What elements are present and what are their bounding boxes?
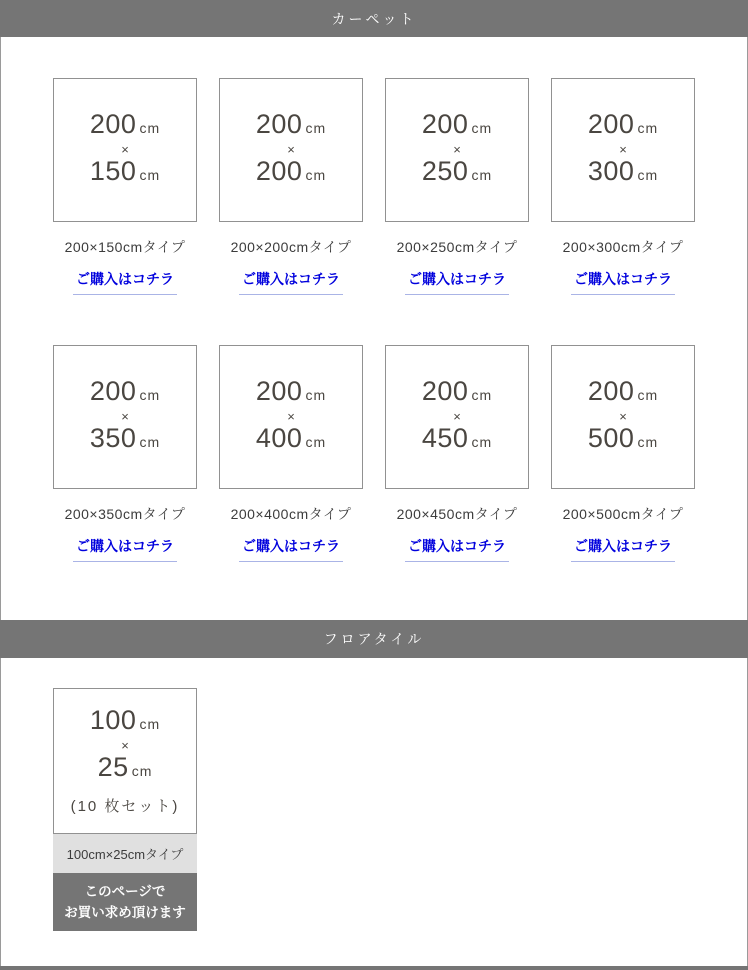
- size-option-200x150: [53, 78, 197, 295]
- section-header-carpet: [0, 0, 748, 37]
- size-option-200x200: [219, 78, 363, 295]
- size-unit: cm: [471, 434, 493, 450]
- carpet-size-grid: [1, 78, 747, 562]
- size-height: 400: [255, 423, 303, 453]
- times-symbol: ×: [121, 142, 129, 157]
- size-unit: cm: [637, 387, 659, 403]
- size-height: 450: [421, 423, 469, 453]
- size-unit: cm: [139, 434, 161, 450]
- size-width: 200: [587, 376, 635, 406]
- size-unit: cm: [139, 387, 161, 403]
- size-width: 200: [421, 376, 469, 406]
- section-header-floortile: [0, 620, 748, 658]
- buy-link[interactable]: ご購入はコチラ: [571, 269, 675, 295]
- size-unit: cm: [305, 434, 327, 450]
- size-height: 150: [89, 156, 137, 186]
- size-box: [219, 345, 363, 489]
- floortile-section: [0, 658, 748, 966]
- size-box: [551, 78, 695, 222]
- size-unit: cm: [471, 120, 493, 136]
- size-width: 200: [255, 376, 303, 406]
- size-unit: cm: [305, 387, 327, 403]
- set-count-note: (10 枚セット): [70, 797, 180, 815]
- size-height: 200: [255, 156, 303, 186]
- type-label-band: 100cm×25cmタイプ: [53, 834, 197, 873]
- floortile-section-title: フロアタイル: [323, 631, 425, 647]
- carpet-section-title: カーペット: [331, 10, 417, 27]
- size-unit: cm: [139, 715, 161, 732]
- times-symbol: ×: [121, 737, 129, 753]
- type-label: 200×200cmタイプ: [230, 239, 352, 255]
- type-label: 200×450cmタイプ: [396, 506, 518, 522]
- buy-link[interactable]: ご購入はコチラ: [239, 536, 343, 562]
- size-option-200x400: [219, 345, 363, 562]
- size-unit: cm: [471, 387, 493, 403]
- size-unit: cm: [131, 762, 153, 779]
- size-unit: cm: [305, 120, 327, 136]
- type-label: 200×150cmタイプ: [64, 239, 186, 255]
- size-unit: cm: [305, 167, 327, 183]
- buy-link[interactable]: ご購入はコチラ: [239, 269, 343, 295]
- times-symbol: ×: [287, 409, 295, 424]
- buy-link[interactable]: ご購入はコチラ: [405, 536, 509, 562]
- size-height: 300: [587, 156, 635, 186]
- size-option-200x500: [551, 345, 695, 562]
- available-on-this-page-badge: [53, 873, 197, 931]
- badge-line-1: このページで: [84, 884, 166, 899]
- size-height: 25: [97, 751, 129, 782]
- size-option-200x250: [385, 78, 529, 295]
- size-box: [551, 345, 695, 489]
- times-symbol: ×: [453, 409, 461, 424]
- size-option-100x25: [53, 688, 197, 931]
- size-box: [53, 688, 197, 834]
- size-width: 200: [255, 109, 303, 139]
- carpet-section: [0, 37, 748, 620]
- size-width: 200: [89, 109, 137, 139]
- buy-link[interactable]: ご購入はコチラ: [73, 269, 177, 295]
- times-symbol: ×: [453, 142, 461, 157]
- buy-link[interactable]: ご購入はコチラ: [571, 536, 675, 562]
- times-symbol: ×: [619, 409, 627, 424]
- size-unit: cm: [637, 434, 659, 450]
- size-height: 500: [587, 423, 635, 453]
- buy-link[interactable]: ご購入はコチラ: [405, 269, 509, 295]
- times-symbol: ×: [619, 142, 627, 157]
- badge-line-2: お買い求め頂けます: [64, 905, 186, 920]
- size-unit: cm: [139, 167, 161, 183]
- size-unit: cm: [139, 120, 161, 136]
- type-label: 200×400cmタイプ: [230, 506, 352, 522]
- type-label: 200×300cmタイプ: [562, 239, 684, 255]
- size-width: 100: [89, 704, 137, 735]
- size-height: 250: [421, 156, 469, 186]
- type-label: 200×250cmタイプ: [396, 239, 518, 255]
- size-box: [385, 78, 529, 222]
- size-box: [53, 345, 197, 489]
- size-width: 200: [587, 109, 635, 139]
- type-label: 200×500cmタイプ: [562, 506, 684, 522]
- size-option-200x350: [53, 345, 197, 562]
- times-symbol: ×: [121, 409, 129, 424]
- buy-link[interactable]: ご購入はコチラ: [73, 536, 177, 562]
- next-section-header-edge: [0, 966, 748, 970]
- size-width: 200: [89, 376, 137, 406]
- size-unit: cm: [637, 120, 659, 136]
- size-box: [219, 78, 363, 222]
- type-label: 200×350cmタイプ: [64, 506, 186, 522]
- times-symbol: ×: [287, 142, 295, 157]
- size-option-200x300: [551, 78, 695, 295]
- size-option-200x450: [385, 345, 529, 562]
- size-unit: cm: [471, 167, 493, 183]
- size-width: 200: [421, 109, 469, 139]
- size-box: [385, 345, 529, 489]
- size-height: 350: [89, 423, 137, 453]
- size-box: [53, 78, 197, 222]
- size-unit: cm: [637, 167, 659, 183]
